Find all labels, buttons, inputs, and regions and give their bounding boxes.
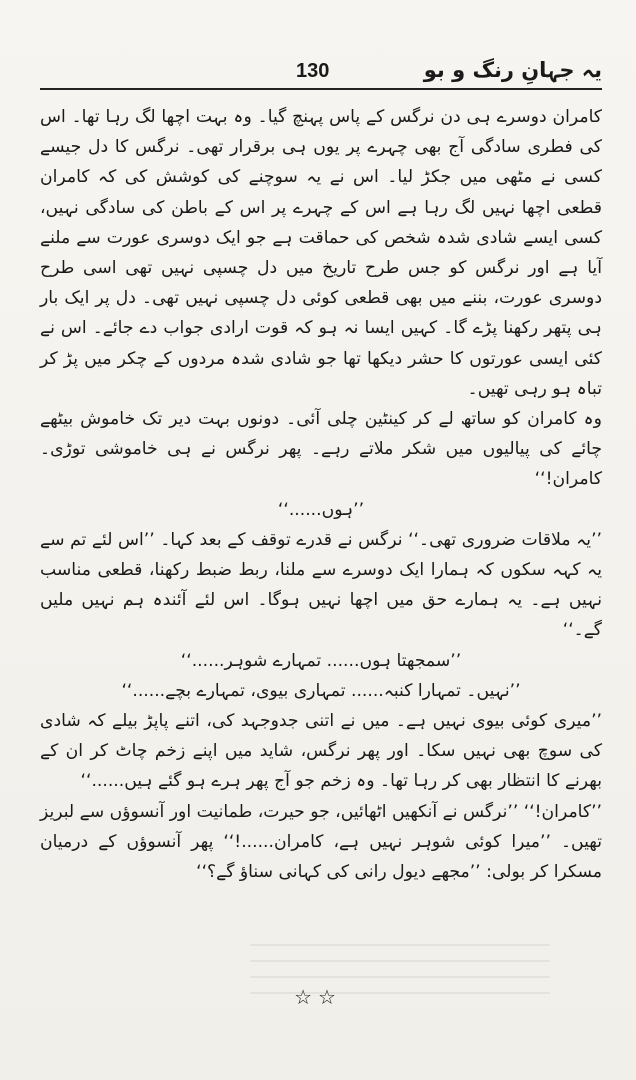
paragraph-7: ’’میری کوئی بیوی نہیں ہے۔ میں نے اتنی جدوجہد کی، اتنے پاپڑ بیلے کہ شادی کی سوچ بھی نہیں سکا۔ اور پھر نرگس، شاید میں اپنے زخم چاٹ کر ان کے بھرنے کا انتظار بھی کر رہا تھا۔ وہ زخم جو آج پھر ہرے ہو گئے ہیں......‘‘ [40,711,602,792]
header-rule [40,88,602,90]
paragraph-8: ’’کامران!‘‘ ’’نرگس نے آنکھیں اٹھائیں، جو حیرت، طمانیت اور آنسوؤں سے لبریز تھیں۔ ’’میرا کوئی شوہر نہیں ہے، کامران......!‘‘ پھر آنسوؤں کے درمیان مسکرا کر بولی: ’’مجھے دیول رانی کی کہانی سناؤ گے؟‘‘ [40,801,602,883]
running-title: یہ جہانِ رنگ و بو [423,58,602,82]
paragraph-3: ’’ہوں......‘‘ [277,499,365,520]
paragraph-6: ’’نہیں۔ تمہارا کنبہ...... تمہاری بیوی، تمہارے بچے......‘‘ [121,680,521,701]
paragraph-4: ’’یہ ملاقات ضروری تھی۔‘‘ نرگس نے قدرے توقف کے بعد کہا۔ ’’اس لئے تم سے یہ کہہ سکوں کہ ہمارا ایک دوسرے سے ملنا، ربط ضبط رکھنا، قطعی مناسب نہیں ہے۔ یہ ہمارے حق میں اچھا نہیں ہوگا۔ اس لئے آئندہ ہم نہیں ملیں گے۔‘‘ [40,529,602,641]
paragraph-5: ’’سمجھتا ہوں...... تمہارے شوہر......‘‘ [180,650,462,671]
section-end-ornament: ☆☆ [294,985,342,1009]
chapter-body [40,102,602,887]
page-header [40,58,602,90]
paragraph-2: وہ کامران کو ساتھ لے کر کینٹین چلی آئی۔ دونوں بہت دیر تک خاموش بیٹھے چائے کی پیالیوں میں شکر ملاتے رہے۔ پھر نرگس نے ہی خاموشی توڑی۔ کامران!‘‘ [40,409,602,490]
page-number: 130 [296,60,330,82]
paragraph-1: کامران دوسرے ہی دن نرگس کے پاس پہنچ گیا۔ وہ بہت اچھا لگ رہا تھا۔ اس کی فطری سادگی آج بھی چہرے پر یوں ہی برقرار تھی۔ نرگس کا دل جیسے کسی نے مٹھی میں جکڑ لیا۔ اس نے یہ سوچنے کی کوشش کی کہ کامران قطعی اچھا نہیں لگ رہا ہے اس کے چہرے پر اس کے باطن کی سادگی نہیں، کسی ایسے شادی شدہ شخص کی حماقت ہے جو ایک دوسری عورت سے ملنے آیا ہے اور نرگس کو جس طرح تاریخ میں دل چسپی نہیں تھی اسی طرح دوسری عورت، بننے میں بھی قطعی کوئی دل چسپی نہیں تھی۔ دل پر ایک بار ہی پتھر رکھنا پڑے گا۔ کہیں ایسا نہ ہو کہ قوت ارادی جواب دے جائے۔ اس نے کئی ایسی عورتوں کا حشر دیکھا تھا جو شادی شدہ مردوں کے چکر میں پڑ کر تباہ ہو رہی تھیں۔ [40,107,602,399]
